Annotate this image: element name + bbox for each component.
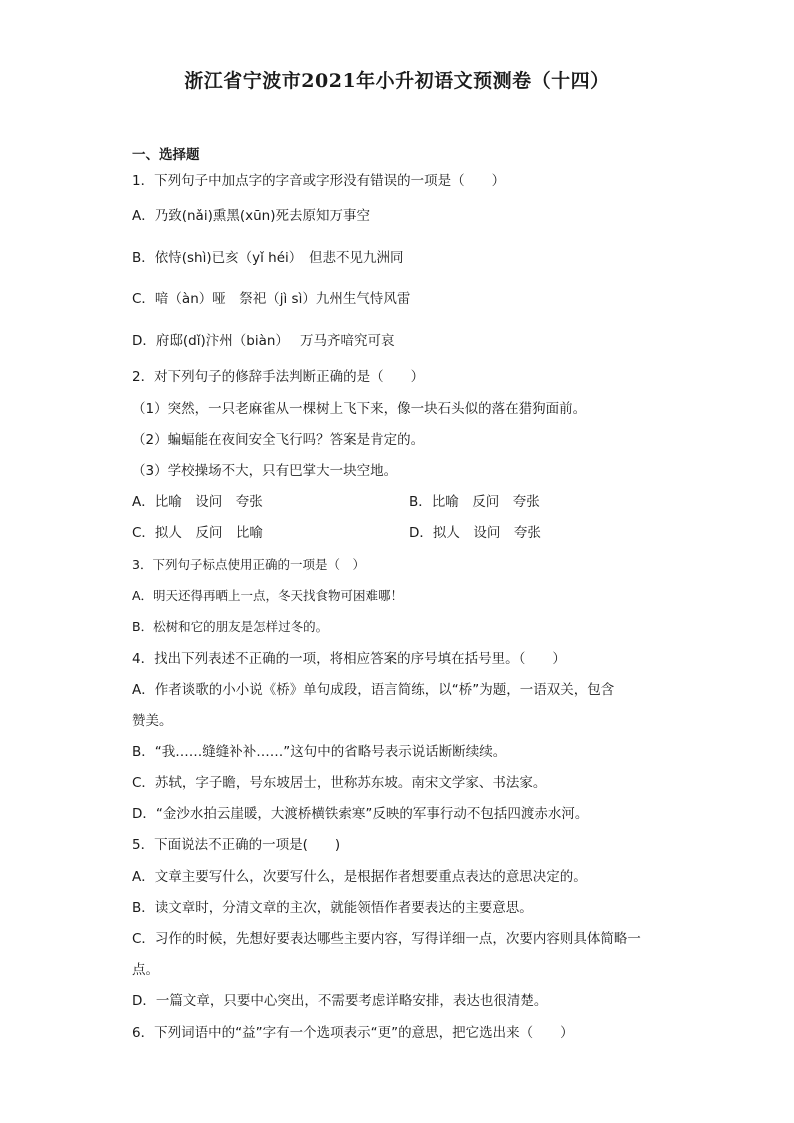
question-6-stem: 6．下列词语中的“益”字有一个选项表示“更”的意思，把它选出来（ ） — [132, 1025, 574, 1041]
section-heading: 一、选择题 — [132, 147, 200, 163]
question-1-option-a: A．乃致(nǎi)熏黑(xūn)死去原知万事空 — [132, 208, 370, 224]
question-5-option-c-line-2: 点。 — [132, 962, 159, 978]
question-5-option-b: B．读文章时，分清文章的主次，就能领悟作者要表达的主要意思。 — [132, 900, 533, 916]
question-1-option-d: D．府邸(dǐ)汴州（biàn） 万马齐喑究可哀 — [132, 333, 395, 349]
question-4-option-a-line-2: 赞美。 — [132, 713, 173, 729]
question-2-sentence-2: （2）蝙蝠能在夜间安全飞行吗？答案是肯定的。 — [132, 432, 425, 448]
page-title: 浙江省宁波市2021年小升初语文预测卷（十四） — [184, 70, 610, 92]
question-1-option-b: B．依恃(shì)已亥（yǐ héi） 但悲不见九洲同 — [132, 250, 404, 266]
question-3-option-a: A．明天还得再晒上一点，冬天找食物可困难哪！ — [132, 588, 404, 603]
question-3-stem: 3．下列句子标点使用正确的一项是（ ） — [132, 557, 365, 572]
question-2-option-b: B．比喻 反问 夸张 — [409, 494, 540, 510]
question-1-option-c: C．喑（àn）哑 祭祀（jì sì）九州生气恃风雷 — [132, 291, 411, 307]
question-5-option-c-line-1: C．习作的时候，先想好要表达哪些主要内容，写得详细一点，次要内容则具体简略一 — [132, 931, 641, 947]
question-3-option-b: B．松树和它的朋友是怎样过冬的。 — [132, 619, 329, 634]
question-5-stem: 5．下面说法不正确的一项是( ) — [132, 837, 341, 853]
question-2-sentence-3: （3）学校操场不大，只有巴掌大一块空地。 — [132, 463, 398, 479]
question-5-option-a: A．文章主要写什么，次要写什么，是根据作者想要重点表达的意思决定的。 — [132, 869, 587, 885]
question-4-option-b: B．“我……缝缝补补……”这句中的省略号表示说话断断续续。 — [132, 744, 507, 760]
question-2-option-d: D．拟人 设问 夸张 — [409, 525, 541, 541]
question-2-stem: 2．对下列句子的修辞手法判断正确的是（ ） — [132, 369, 425, 385]
question-2-option-c: C．拟人 反问 比喻 — [132, 525, 263, 541]
question-5-option-d: D．一篇文章，只要中心突出，不需要考虑详略安排，表达也很清楚。 — [132, 993, 548, 1009]
question-4-option-a-line-1: A．作者谈歌的小小说《桥》单句成段，语言简练，以“桥”为题，一语双关，包含 — [132, 682, 615, 698]
question-2-option-a: A．比喻 设问 夸张 — [132, 494, 263, 510]
question-2-sentence-1: （1）突然，一只老麻雀从一棵树上飞下来，像一块石头似的落在猎狗面前。 — [132, 401, 587, 417]
question-4-stem: 4．找出下列表述不正确的一项，将相应答案的序号填在括号里。（ ） — [132, 651, 566, 667]
question-4-option-d: D．“金沙水拍云崖暖，大渡桥横铁索寒”反映的军事行动不包括四渡赤水河。 — [132, 806, 589, 822]
question-1-stem: 1．下列句子中加点字的字音或字形没有错误的一项是（ ） — [132, 173, 506, 189]
question-4-option-c: C．苏轼，字子瞻，号东坡居士，世称苏东坡。南宋文学家、书法家。 — [132, 775, 547, 791]
